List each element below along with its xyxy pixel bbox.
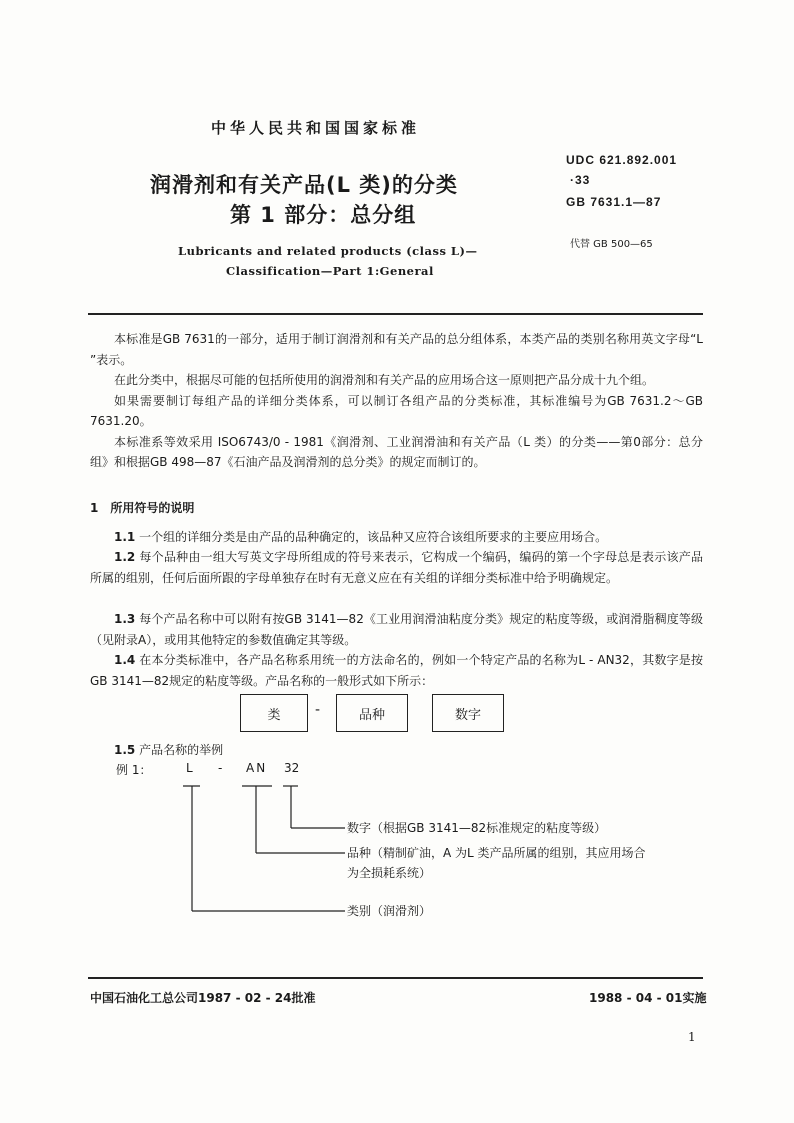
item-number: 1.4 bbox=[114, 653, 136, 667]
english-title-line2: Classification—Part 1:General bbox=[226, 264, 434, 278]
document-title-line2: 第 1 部分：总分组 bbox=[230, 203, 417, 227]
intro-paragraph-1: 本标准是GB 7631的一部分，适用于制订润滑剂和有关产品的总分组体系，本类产品的类别名称用英文字母“L ”表示。 bbox=[90, 332, 703, 367]
effective-date: 1988 - 04 - 01实施 bbox=[589, 991, 707, 1005]
footer-rule bbox=[88, 977, 703, 979]
item-text: 一个组的详细分类是由产品的品种确定的，该品种又应符合该组所要求的主要应用场合。 bbox=[139, 530, 608, 544]
annotation-variety-line1: 品种（精制矿油，A 为L 类产品所属的组别，其应用场合 bbox=[347, 846, 646, 860]
replaces-standard: 代替 GB 500—65 bbox=[570, 239, 653, 250]
annotation-number: 数字（根据GB 3141—82标准规定的粘度等级） bbox=[347, 821, 607, 835]
item-text: 在本分类标准中，各产品名称系用统一的方法命名的，例如一个特定产品的名称为L - AN32，其数字是按GB 3141—82规定的粘度等级。产品名称的一般形式如下所示： bbox=[90, 653, 703, 688]
udc-number: UDC 621.892.001 bbox=[566, 153, 678, 167]
intro-paragraph-4: 本标准系等效采用 ISO6743/0 - 1981《润滑剂、工业润滑油和有关产品（L 类）的分类——第0部分：总分组》和根据GB 498—87《石油产品及润滑剂的总分类》的规定而制订的。 bbox=[90, 434, 703, 469]
page-number: 1 bbox=[688, 1030, 696, 1044]
gb-number: GB 7631.1—87 bbox=[566, 195, 662, 209]
format-box-number: 数字 bbox=[432, 694, 504, 732]
format-box-class: 类 bbox=[240, 694, 308, 732]
item-text: 产品名称的举例 bbox=[139, 743, 224, 757]
annotation-variety-line2: 为全损耗系统） bbox=[347, 866, 432, 880]
approval-date: 中国石油化工总公司1987 - 02 - 24批准 bbox=[90, 991, 316, 1005]
standard-type-heading: 中华人民共和国国家标准 bbox=[211, 119, 421, 137]
english-title-line1: Lubricants and related products (class L)— bbox=[178, 244, 478, 258]
example-class-letter: L bbox=[186, 761, 193, 775]
format-box-variety: 品种 bbox=[336, 694, 408, 732]
example-dash: - bbox=[218, 761, 223, 775]
item-text: 每个产品名称中可以附有按GB 3141—82《工业用润滑油粘度分类》规定的粘度等级，或润滑脂稠度等级（见附录A），或用其他特定的参数值确定其等级。 bbox=[90, 612, 703, 647]
item-number: 1.2 bbox=[114, 550, 136, 564]
example-variety: AN bbox=[246, 761, 268, 775]
item-number: 1.5 bbox=[114, 743, 136, 757]
section-1-heading: 1 所用符号的说明 bbox=[90, 501, 195, 515]
intro-paragraph-2: 在此分类中，根据尽可能的包括所使用的润滑剂和有关产品的应用场合这一原则把产品分成十九个组。 bbox=[114, 373, 655, 387]
annotation-class: 类别（润滑剂） bbox=[347, 904, 432, 918]
item-number: 1.1 bbox=[114, 530, 136, 544]
example-label: 例 1： bbox=[116, 763, 152, 777]
example-number: 32 bbox=[284, 761, 300, 775]
intro-paragraph-3: 如果需要制订每组产品的详细分类体系，可以制订各组产品的分类标准，其标准编号为GB 7631.2～GB 7631.20。 bbox=[90, 393, 703, 428]
udc-number-cont: ·33 bbox=[570, 173, 591, 187]
format-separator: - bbox=[315, 702, 321, 718]
item-text: 每个品种由一组大写英文字母所组成的符号来表示，它构成一个编码，编码的第一个字母总是表示该产品所属的组别，任何后面所跟的字母单独存在时有无意义应在有关组的详细分类标准中给予明确规定。 bbox=[90, 550, 703, 585]
document-title-line1: 润滑剂和有关产品(L 类)的分类 bbox=[150, 173, 458, 197]
item-number: 1.3 bbox=[114, 612, 136, 626]
